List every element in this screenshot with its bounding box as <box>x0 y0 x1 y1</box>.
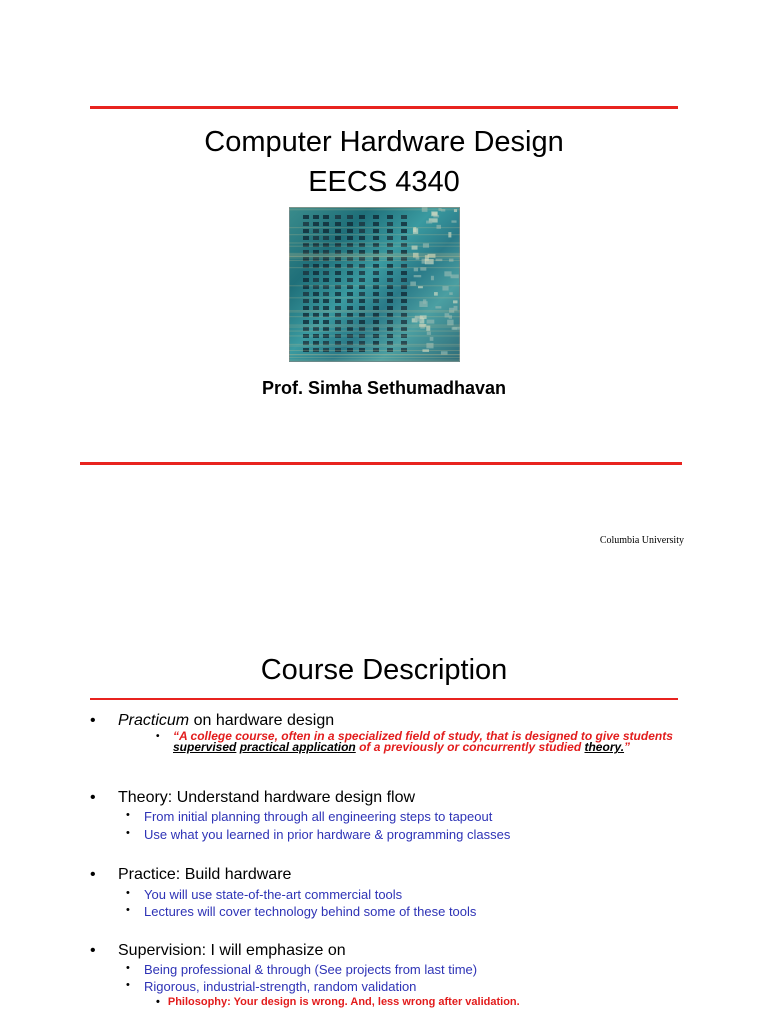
bullet-text: Theory: Understand hardware design flow <box>118 789 416 806</box>
bullet-dot: • <box>126 904 130 916</box>
bullet-dot: • <box>126 962 130 974</box>
bullet-text: Practice: Build hardware <box>118 866 292 883</box>
author-name: Prof. Simha Sethumadhavan <box>261 378 507 398</box>
practicum-emphasis: Practicum <box>118 712 190 729</box>
bullet-dot: • <box>90 789 96 806</box>
sub-bullet-text: Lectures will cover technology behind some of these tools <box>144 904 477 919</box>
section-title: Course Description <box>260 654 508 686</box>
bullet-text: Supervision: I will emphasize on <box>118 942 346 959</box>
practicum-text: on hardware design <box>189 712 335 729</box>
quote-part2: of a previously or concurrently studied <box>355 740 585 754</box>
slide-title: Computer Hardware Design <box>204 126 564 158</box>
sub-bullet-text: Rigorous, industrial-strength, random validation <box>144 979 417 994</box>
bullet-dot: • <box>156 731 160 742</box>
bullet-dot: • <box>90 866 96 883</box>
bottom-divider <box>80 462 682 465</box>
quote-part1: “A college course, often in a specialized field of study, that is designed to give students <box>173 729 673 743</box>
bullet-dot: • <box>156 996 160 1008</box>
sub-sub-bullet-text: Philosophy: Your design is wrong. And, less wrong after validation. <box>167 996 520 1008</box>
quote-theory: theory. <box>584 740 625 754</box>
bullet-dot: • <box>90 712 96 729</box>
bullet-dot: • <box>126 827 130 839</box>
university-label: Columbia University <box>599 535 684 546</box>
section-divider <box>90 698 678 700</box>
bullet-dot: • <box>126 887 130 899</box>
chip-die-image <box>289 207 460 362</box>
sub-sub-bullet <box>156 996 520 1008</box>
top-divider <box>90 106 678 109</box>
bullet-dot: • <box>126 809 130 821</box>
quote-end: ” <box>624 740 631 754</box>
sub-bullet-text: Use what you learned in prior hardware & programming classes <box>144 827 511 842</box>
quote-practical: practical application <box>239 740 356 754</box>
quote-supervised: supervised <box>173 740 237 754</box>
sub-bullet-text: From initial planning through all engineering steps to tapeout <box>144 809 493 824</box>
course-code: EECS 4340 <box>308 166 460 198</box>
bullet-dot: • <box>90 942 96 959</box>
bullet-dot: • <box>126 979 130 991</box>
sub-bullet-text: You will use state-of-the-art commercial tools <box>144 887 403 902</box>
sub-bullet-text: Being professional & through (See projects from last time) <box>144 962 478 977</box>
